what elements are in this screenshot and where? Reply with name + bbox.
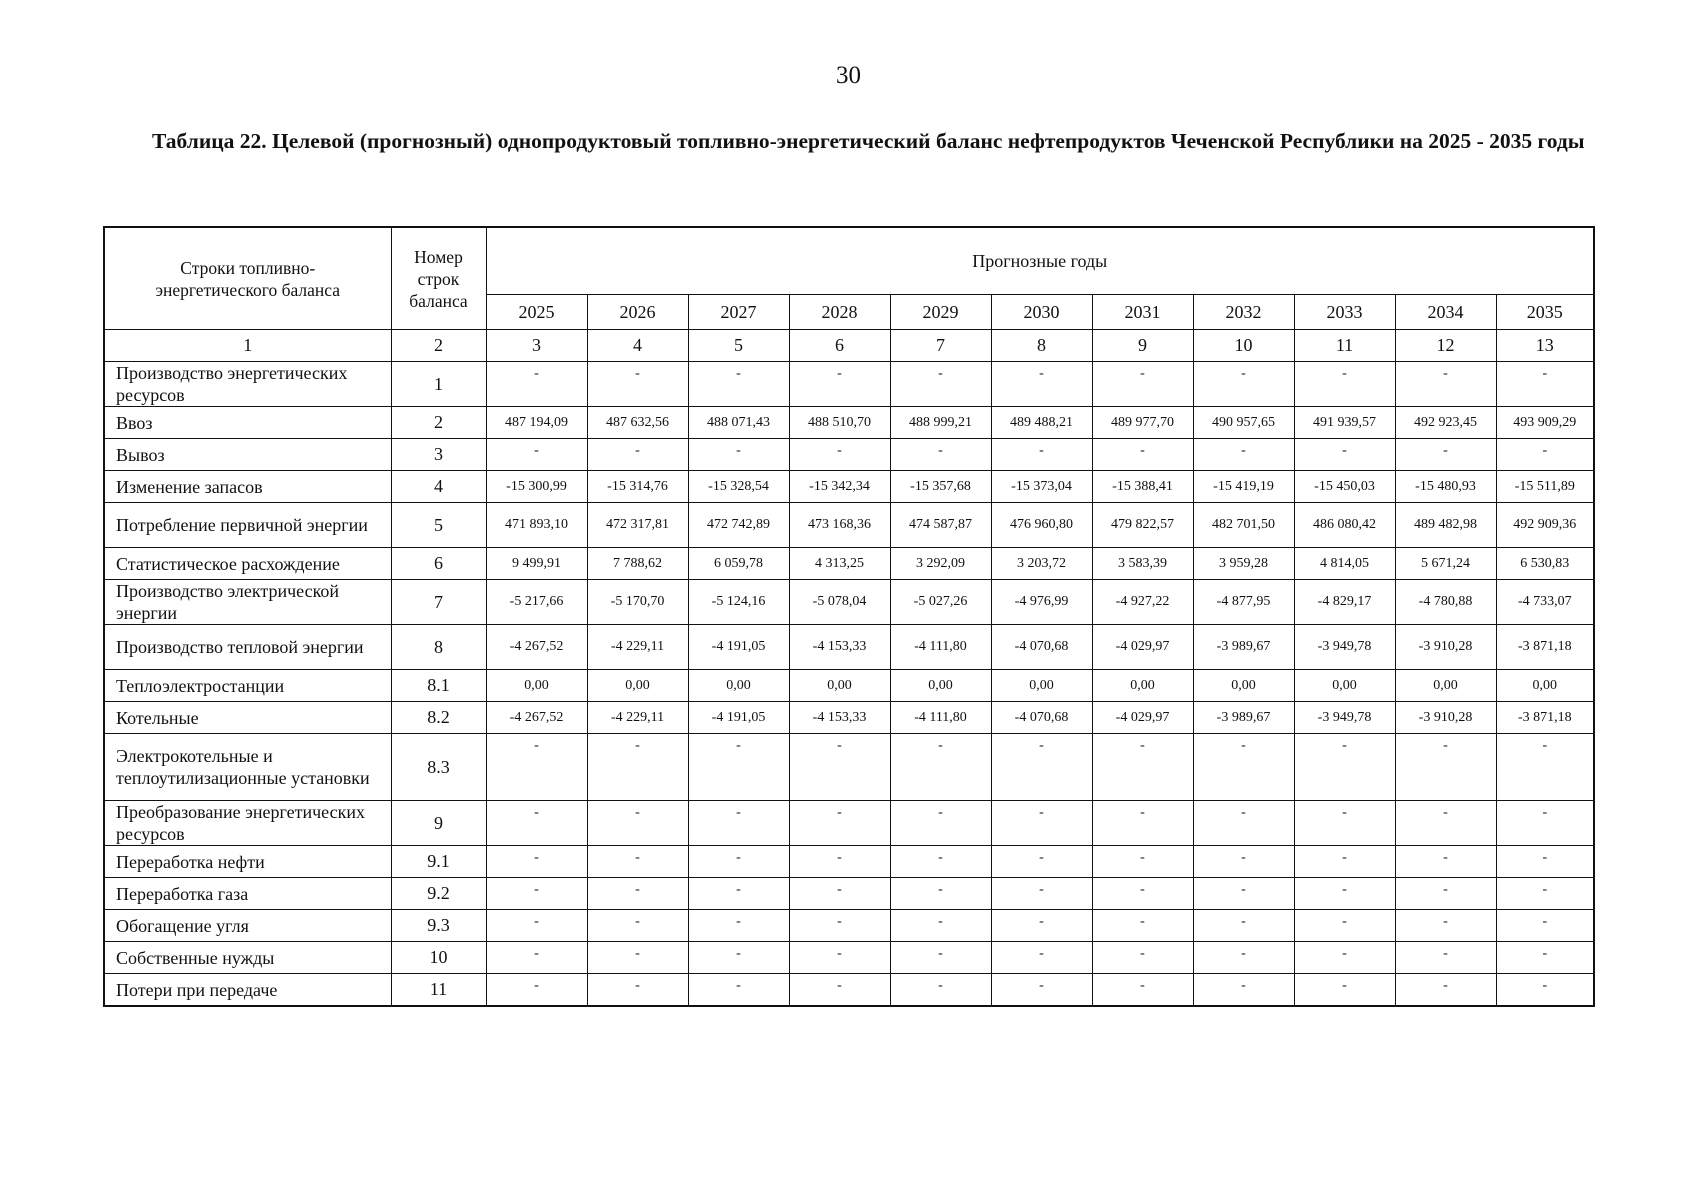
value-cell: - (1496, 734, 1594, 801)
table-row (104, 362, 1594, 407)
value-cell: 5 671,24 (1395, 548, 1496, 580)
value-cell: - (486, 734, 587, 801)
year-header: 2029 (890, 295, 991, 330)
value-cell: - (1092, 801, 1193, 846)
row-number: 8 (391, 625, 486, 670)
row-label: Потребление первичной энергии (104, 503, 391, 548)
value-cell: -4 153,33 (789, 625, 890, 670)
value-cell: 482 701,50 (1193, 503, 1294, 548)
value-cell: - (991, 439, 1092, 471)
row-label: Производство электрической энергии (104, 580, 391, 625)
value-cell: 0,00 (789, 670, 890, 702)
year-header: 2027 (688, 295, 789, 330)
value-cell: 492 909,36 (1496, 503, 1594, 548)
value-cell: 0,00 (991, 670, 1092, 702)
value-cell: -3 989,67 (1193, 702, 1294, 734)
value-cell: - (688, 878, 789, 910)
value-cell: - (1092, 439, 1193, 471)
value-cell: 0,00 (1193, 670, 1294, 702)
column-number: 5 (688, 330, 789, 362)
value-cell: - (1395, 974, 1496, 1007)
value-cell: 472 742,89 (688, 503, 789, 548)
value-cell: - (486, 942, 587, 974)
value-cell: 479 822,57 (1092, 503, 1193, 548)
value-cell: -4 733,07 (1496, 580, 1594, 625)
value-cell: -15 511,89 (1496, 471, 1594, 503)
table-row (104, 407, 1594, 439)
row-number: 1 (391, 362, 486, 407)
row-number: 9 (391, 801, 486, 846)
row-label: Статистическое расхождение (104, 548, 391, 580)
value-cell: 3 583,39 (1092, 548, 1193, 580)
value-cell: - (1395, 439, 1496, 471)
row-number: 2 (391, 407, 486, 439)
value-cell: -4 267,52 (486, 702, 587, 734)
value-cell: - (1496, 878, 1594, 910)
column-number: 3 (486, 330, 587, 362)
row-label: Переработка газа (104, 878, 391, 910)
value-cell: - (1193, 801, 1294, 846)
value-cell: - (486, 910, 587, 942)
table-row (104, 846, 1594, 878)
year-header: 2033 (1294, 295, 1395, 330)
value-cell: 0,00 (587, 670, 688, 702)
column-number: 13 (1496, 330, 1594, 362)
value-cell: - (991, 910, 1092, 942)
value-cell: -4 070,68 (991, 702, 1092, 734)
value-cell: - (1395, 942, 1496, 974)
value-cell: - (789, 801, 890, 846)
column-number: 11 (1294, 330, 1395, 362)
value-cell: - (1294, 942, 1395, 974)
row-label: Обогащение угля (104, 910, 391, 942)
year-header: 2032 (1193, 295, 1294, 330)
value-cell: - (1496, 942, 1594, 974)
value-cell: - (789, 846, 890, 878)
value-cell: 473 168,36 (789, 503, 890, 548)
value-cell: -5 078,04 (789, 580, 890, 625)
value-cell: -3 871,18 (1496, 625, 1594, 670)
value-cell: - (789, 362, 890, 407)
table-row (104, 670, 1594, 702)
table-row (104, 580, 1594, 625)
value-cell: -4 267,52 (486, 625, 587, 670)
value-cell: - (890, 910, 991, 942)
table-row (104, 878, 1594, 910)
value-cell: - (486, 846, 587, 878)
value-cell: 487 632,56 (587, 407, 688, 439)
value-cell: - (890, 974, 991, 1007)
value-cell: - (1496, 910, 1594, 942)
value-cell: 0,00 (1294, 670, 1395, 702)
value-cell: - (1294, 974, 1395, 1007)
value-cell: -5 124,16 (688, 580, 789, 625)
value-cell: -3 910,28 (1395, 702, 1496, 734)
energy-balance-table (103, 226, 1595, 1007)
header-rows-label: Строки топливно-энергетического баланса (104, 227, 391, 330)
value-cell: -4 976,99 (991, 580, 1092, 625)
row-label: Производство тепловой энергии (104, 625, 391, 670)
value-cell: - (991, 801, 1092, 846)
row-number: 8.2 (391, 702, 486, 734)
value-cell: 489 977,70 (1092, 407, 1193, 439)
table-row (104, 734, 1594, 801)
column-number: 2 (391, 330, 486, 362)
value-cell: -4 191,05 (688, 702, 789, 734)
value-cell: - (1496, 362, 1594, 407)
value-cell: 3 292,09 (890, 548, 991, 580)
value-cell: - (1395, 734, 1496, 801)
row-number: 9.3 (391, 910, 486, 942)
column-number: 9 (1092, 330, 1193, 362)
value-cell: - (1193, 846, 1294, 878)
value-cell: 0,00 (1092, 670, 1193, 702)
value-cell: - (890, 734, 991, 801)
column-numbers-row (104, 330, 1594, 362)
value-cell: -15 373,04 (991, 471, 1092, 503)
value-cell: - (789, 942, 890, 974)
value-cell: -4 029,97 (1092, 625, 1193, 670)
value-cell: -4 229,11 (587, 625, 688, 670)
table-row (104, 942, 1594, 974)
value-cell: 0,00 (486, 670, 587, 702)
value-cell: - (1092, 910, 1193, 942)
row-number: 11 (391, 974, 486, 1007)
value-cell: - (1294, 910, 1395, 942)
value-cell: 472 317,81 (587, 503, 688, 548)
table-row (104, 702, 1594, 734)
value-cell: 0,00 (1395, 670, 1496, 702)
value-cell: -5 027,26 (890, 580, 991, 625)
value-cell: - (1395, 362, 1496, 407)
value-cell: - (688, 846, 789, 878)
value-cell: - (991, 362, 1092, 407)
value-cell: 489 488,21 (991, 407, 1092, 439)
row-label: Котельные (104, 702, 391, 734)
row-number: 5 (391, 503, 486, 548)
value-cell: -4 111,80 (890, 625, 991, 670)
value-cell: 4 814,05 (1294, 548, 1395, 580)
value-cell: - (587, 878, 688, 910)
value-cell: - (890, 878, 991, 910)
year-header: 2028 (789, 295, 890, 330)
value-cell: - (1395, 910, 1496, 942)
value-cell: - (1294, 878, 1395, 910)
value-cell: -3 949,78 (1294, 625, 1395, 670)
row-number: 4 (391, 471, 486, 503)
year-header: 2034 (1395, 295, 1496, 330)
value-cell: -15 388,41 (1092, 471, 1193, 503)
value-cell: - (890, 801, 991, 846)
value-cell: - (789, 439, 890, 471)
value-cell: 486 080,42 (1294, 503, 1395, 548)
value-cell: -4 229,11 (587, 702, 688, 734)
table-row (104, 548, 1594, 580)
value-cell: -15 328,54 (688, 471, 789, 503)
value-cell: - (1193, 878, 1294, 910)
year-header: 2025 (486, 295, 587, 330)
row-number: 9.1 (391, 846, 486, 878)
row-label: Ввоз (104, 407, 391, 439)
value-cell: - (890, 846, 991, 878)
value-cell: 488 999,21 (890, 407, 991, 439)
value-cell: - (587, 801, 688, 846)
row-label: Теплоэлектростанции (104, 670, 391, 702)
value-cell: - (1496, 974, 1594, 1007)
value-cell: - (1395, 801, 1496, 846)
value-cell: -3 989,67 (1193, 625, 1294, 670)
row-label: Собственные нужды (104, 942, 391, 974)
table-row (104, 974, 1594, 1007)
value-cell: - (1092, 942, 1193, 974)
value-cell: -4 153,33 (789, 702, 890, 734)
value-cell: -3 949,78 (1294, 702, 1395, 734)
value-cell: 4 313,25 (789, 548, 890, 580)
value-cell: - (1092, 846, 1193, 878)
row-label: Вывоз (104, 439, 391, 471)
row-number: 10 (391, 942, 486, 974)
value-cell: - (789, 734, 890, 801)
value-cell: - (1294, 734, 1395, 801)
table-row (104, 471, 1594, 503)
value-cell: - (1092, 362, 1193, 407)
value-cell: -5 170,70 (587, 580, 688, 625)
value-cell: 0,00 (890, 670, 991, 702)
value-cell: - (1496, 801, 1594, 846)
value-cell: - (890, 362, 991, 407)
value-cell: 476 960,80 (991, 503, 1092, 548)
value-cell: -4 829,17 (1294, 580, 1395, 625)
value-cell: - (1092, 878, 1193, 910)
page-number: 30 (836, 62, 861, 89)
value-cell: - (486, 878, 587, 910)
value-cell: - (991, 974, 1092, 1007)
header-years-label: Прогнозные годы (486, 227, 1594, 295)
value-cell: - (587, 362, 688, 407)
value-cell: - (991, 846, 1092, 878)
column-number: 12 (1395, 330, 1496, 362)
value-cell: - (688, 910, 789, 942)
value-cell: - (1193, 734, 1294, 801)
value-cell: - (688, 801, 789, 846)
column-number: 6 (789, 330, 890, 362)
row-number: 9.2 (391, 878, 486, 910)
table-row (104, 910, 1594, 942)
value-cell: 488 071,43 (688, 407, 789, 439)
value-cell: - (1294, 801, 1395, 846)
value-cell: - (587, 439, 688, 471)
value-cell: -4 927,22 (1092, 580, 1193, 625)
value-cell: - (1193, 910, 1294, 942)
value-cell: 489 482,98 (1395, 503, 1496, 548)
column-number: 7 (890, 330, 991, 362)
value-cell: -15 357,68 (890, 471, 991, 503)
value-cell: 7 788,62 (587, 548, 688, 580)
value-cell: - (688, 942, 789, 974)
table-row (104, 801, 1594, 846)
value-cell: -4 780,88 (1395, 580, 1496, 625)
row-label: Изменение запасов (104, 471, 391, 503)
value-cell: - (1294, 362, 1395, 407)
value-cell: 488 510,70 (789, 407, 890, 439)
year-header: 2035 (1496, 295, 1594, 330)
value-cell: 493 909,29 (1496, 407, 1594, 439)
value-cell: 0,00 (688, 670, 789, 702)
value-cell: - (1092, 974, 1193, 1007)
value-cell: 6 059,78 (688, 548, 789, 580)
value-cell: -15 314,76 (587, 471, 688, 503)
value-cell: -15 300,99 (486, 471, 587, 503)
row-label: Электрокотельные и теплоутилизационные установки (104, 734, 391, 801)
year-header: 2030 (991, 295, 1092, 330)
column-number: 10 (1193, 330, 1294, 362)
column-number: 4 (587, 330, 688, 362)
column-number: 1 (104, 330, 391, 362)
value-cell: - (890, 439, 991, 471)
value-cell: -15 480,93 (1395, 471, 1496, 503)
value-cell: - (688, 439, 789, 471)
value-cell: 6 530,83 (1496, 548, 1594, 580)
value-cell: - (789, 910, 890, 942)
value-cell: - (688, 362, 789, 407)
year-header: 2026 (587, 295, 688, 330)
row-label: Потери при передаче (104, 974, 391, 1007)
value-cell: - (587, 846, 688, 878)
value-cell: -4 111,80 (890, 702, 991, 734)
value-cell: - (1496, 439, 1594, 471)
value-cell: -3 871,18 (1496, 702, 1594, 734)
value-cell: - (688, 974, 789, 1007)
value-cell: -4 070,68 (991, 625, 1092, 670)
value-cell: -3 910,28 (1395, 625, 1496, 670)
row-label: Переработка нефти (104, 846, 391, 878)
value-cell: 490 957,65 (1193, 407, 1294, 439)
value-cell: 471 893,10 (486, 503, 587, 548)
table-title: Таблица 22. Целевой (прогнозный) однопродуктовый топливно-энергетический баланс нефтепродуктов Чеченской Республики на 2025 - 2035 годы (152, 129, 1585, 153)
table-row (104, 503, 1594, 548)
value-cell: 492 923,45 (1395, 407, 1496, 439)
row-number: 7 (391, 580, 486, 625)
value-cell: 9 499,91 (486, 548, 587, 580)
value-cell: - (1294, 846, 1395, 878)
value-cell: - (1193, 439, 1294, 471)
value-cell: 3 959,28 (1193, 548, 1294, 580)
value-cell: - (789, 974, 890, 1007)
value-cell: - (486, 801, 587, 846)
row-label: Производство энергетических ресурсов (104, 362, 391, 407)
row-number: 3 (391, 439, 486, 471)
table-body (104, 362, 1594, 1007)
value-cell: - (991, 878, 1092, 910)
value-cell: -4 191,05 (688, 625, 789, 670)
table-row (104, 439, 1594, 471)
value-cell: - (991, 734, 1092, 801)
value-cell: -4 029,97 (1092, 702, 1193, 734)
value-cell: -15 342,34 (789, 471, 890, 503)
row-number: 8.3 (391, 734, 486, 801)
value-cell: - (1193, 362, 1294, 407)
value-cell: - (587, 974, 688, 1007)
value-cell: -15 450,03 (1294, 471, 1395, 503)
value-cell: 491 939,57 (1294, 407, 1395, 439)
value-cell: - (789, 878, 890, 910)
value-cell: - (1395, 878, 1496, 910)
column-number: 8 (991, 330, 1092, 362)
table-row (104, 625, 1594, 670)
value-cell: -5 217,66 (486, 580, 587, 625)
value-cell: - (890, 942, 991, 974)
row-number: 8.1 (391, 670, 486, 702)
value-cell: - (688, 734, 789, 801)
value-cell: 474 587,87 (890, 503, 991, 548)
header-number-label: Номер строк баланса (391, 227, 486, 330)
value-cell: - (1294, 439, 1395, 471)
value-cell: - (1193, 974, 1294, 1007)
row-number: 6 (391, 548, 486, 580)
row-label: Преобразование энергетических ресурсов (104, 801, 391, 846)
value-cell: - (486, 974, 587, 1007)
value-cell: - (486, 362, 587, 407)
value-cell: - (1092, 734, 1193, 801)
value-cell: - (991, 942, 1092, 974)
value-cell: -15 419,19 (1193, 471, 1294, 503)
value-cell: - (1496, 846, 1594, 878)
value-cell: - (587, 910, 688, 942)
value-cell: 3 203,72 (991, 548, 1092, 580)
value-cell: 0,00 (1496, 670, 1594, 702)
value-cell: - (1395, 846, 1496, 878)
value-cell: 487 194,09 (486, 407, 587, 439)
value-cell: - (587, 942, 688, 974)
value-cell: - (1193, 942, 1294, 974)
value-cell: - (486, 439, 587, 471)
year-header: 2031 (1092, 295, 1193, 330)
value-cell: -4 877,95 (1193, 580, 1294, 625)
value-cell: - (587, 734, 688, 801)
